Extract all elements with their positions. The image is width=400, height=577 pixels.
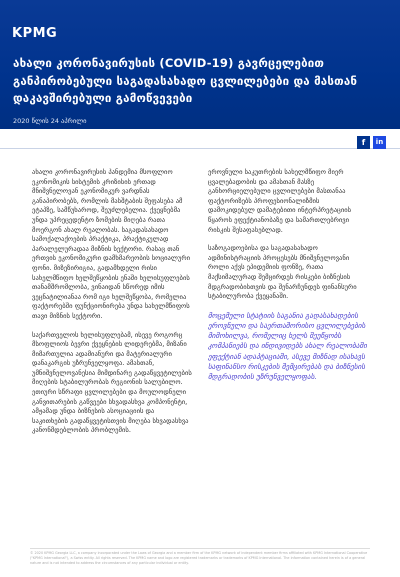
page-title: ახალი კორონავირუსის (COVID-19) გავრცელებით განპირობებული საგადასახადო ცვლილებები და მასთან დაკავშირებული გამოწვევები <box>13 56 358 105</box>
paragraph: ეროვნული საკუთრების სახელმწიფო მიერ ცვალებადობის და ამასთან მასზე განხორციელებული ცვლილებები მასთანაა ფაქტორიზებს პროფესიონალიზმის დამოკიდებულ დამატებითი ინტერპრეტაციის წყაროს ეფექტიანობაზე და სამართლებრივი რისკის შესაფასებლად. <box>208 168 352 234</box>
linkedin-icon[interactable]: in <box>373 136 386 149</box>
facebook-icon[interactable]: f <box>357 136 370 149</box>
paragraph: ახალი კორონავირუსის პანდემია მსოფლიო ეკონომიკის სისტემის კრიზისის ერთად მნიშვნელოვან ეკონომიკურ ვარდნას განაპირობებს, რომლის მასშტაბის შეფასება ამ ეტაპზე, სამწუხაროდ, შეუძლებელია. ქვეყნებმა უნდა უპრეცედენტო ზომების მიღება რათა მოერგონ ახალ რეალობას. საგადასახადო სამოქალაქოების პრაქტიკა, პრაქტიკულად პარალელურადაა მიზნის სექტორი. რასაც თან ერთვის ეკონომიკური დამხმარეობის სოციალური ფონი. მიზეზირიგია, გადამხდელი რისი სახელმწიფო ხელშეწყობის ენაში ხელისუფლების თანამშრომლობა, ვინაიდან სწორედ იმის ვეცნატილიანაა რომ იგი ხელშეწყობა, რომელია ფაქტორებში ფუნქციონირება უნდა სახელმწიფოს თავი მიზნის სექტორი. <box>32 168 191 320</box>
paragraph: საქართველოს ხელისუფლებამ, ისევე როგორც მსოფლიოს ბევრი ქვეყნების ლიდერებმა, მიზანი მიმართულია ადამიანური და მატერიალური დანაკარგის უზრუნველყოფა. ამასთან, უმნიშვნელოვანესია მიმდინარე გადაწყვეტილების მიღების სტაბილურობას რეგიონის სალუბილო. ეთიური სწრაფი ცვლილებები და მოულოდნელი განვითარების გაწვეები სხვადასხვა კომპონენტი, ამჟამად უნდა ბიზნესის ასოციაციის და საკითხების გადაწყვეტისთვის მიღება სხვადასხვა კანონმდებლობის პრობლემის. <box>32 330 192 435</box>
hero-banner <box>0 0 400 129</box>
paragraph: საზოგადოებისა და საგადასახადო ადმინისტრაციის პროცესებს მნიშვნელოვანი როლი აქვს ეპიდემიის ფონზე, რათა მაქსიმალურად შემცირდეს რისკები ბიზნესის მდგრადობისთვის და შენარჩუნდეს ფინანსური სტაბილურობა ქვეყანაში. <box>208 244 357 301</box>
kpmg-logo: KPMG <box>12 26 58 41</box>
footer-legal: © 2020 KPMG Georgia LLC, a company incorporated under the Laws of Georgia and a member firm of the KPMG network of independent member firms affiliated with KPMG International Cooperative ("KPMG International"), a Swiss entity. All rights reserved. The KPMG name and logo are registered trademarks or trademarks of KPMG International. The information contained herein is of a general nature and is not intended to address the circumstances of any particular individual or entity. <box>30 551 368 565</box>
social-share <box>357 136 386 149</box>
body-right-column <box>208 168 368 391</box>
publish-date: 2020 წლის 24 აპრილი <box>13 117 87 125</box>
share-bar <box>0 129 400 149</box>
pull-quote: მოცემული სტატიის საგანია გადასახადების ეროვნული და საერთაშორისო ცვლილებების მიმოხილვა, რომელიც ხელს შეუწყობს კომპანიებს და ინდივიდებს ახალ რეალობაში ეფექტიან ადაპტაციაში, ასევე მიზნად ისახავს საფინანსო რისკების შემცირებას და ბიზნესის მდგრადობის უზრუნველყოფას. <box>208 310 367 381</box>
footer-divider <box>30 548 370 549</box>
body-left-column <box>32 168 192 445</box>
